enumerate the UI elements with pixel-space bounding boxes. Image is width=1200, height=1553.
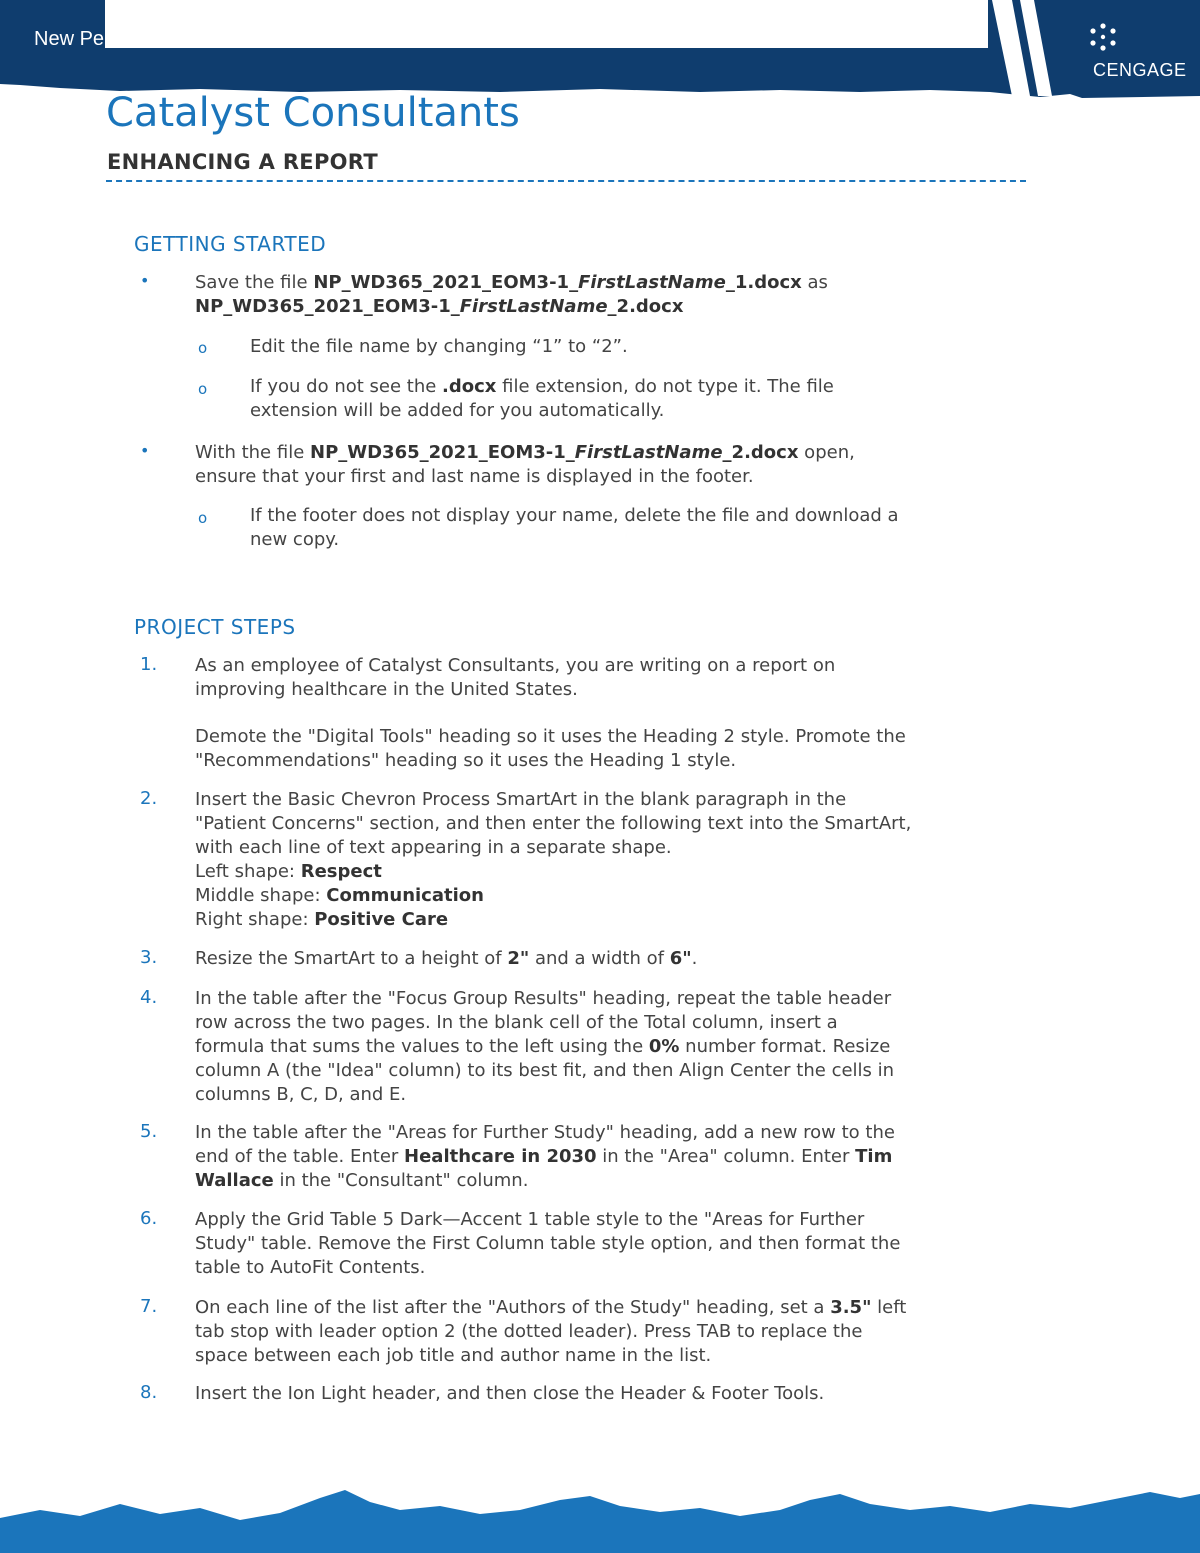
text-run: Demote the "Digital Tools" heading so it uses the Heading 2 style. Promote the [195, 726, 906, 747]
bold-run: Respect [300, 861, 382, 882]
text-run: As an employee of Catalyst Consultants, you are writing on a report on [195, 655, 836, 676]
step-number: 8. [140, 1382, 158, 1403]
text-run: "Patient Concerns" section, and then enter the following text into the SmartArt, [195, 813, 912, 834]
step-2-text [195, 788, 911, 932]
text-run: Resize the SmartArt to a height of [195, 948, 508, 969]
document-subtitle: ENHANCING A REPORT [107, 150, 378, 174]
text-run: table to AutoFit Contents. [195, 1257, 426, 1278]
text-run: If the footer does not display your name, delete the file and download a [250, 505, 899, 526]
bold-run: Tim [855, 1146, 893, 1167]
footer-wave-decoration [0, 1480, 1200, 1553]
text-run: and a width of [529, 948, 670, 969]
step-5-text [195, 1121, 895, 1193]
bold-run: 3.5" [830, 1297, 872, 1318]
text-run: extension will be added for you automatically. [250, 400, 665, 421]
bold-run: 6" [669, 948, 692, 969]
text-run: with each line of text appearing in a separate shape. [195, 837, 672, 858]
step-number: 1. [140, 654, 158, 675]
cengage-wordmark: CENGAGE [1093, 60, 1187, 80]
step-7-text [195, 1296, 906, 1368]
cengage-star-icon [1088, 22, 1118, 52]
bullet-marker: • [140, 271, 150, 290]
text-run: column A (the "Idea" column) to its best fit, and then Align Center the cells in [195, 1060, 895, 1081]
text-run: tab stop with leader option 2 (the dotted leader). Press TAB to replace the [195, 1321, 863, 1342]
step-number: 3. [140, 947, 158, 968]
step-number: 2. [140, 788, 158, 809]
step-1-heading-instruction [195, 725, 906, 773]
cengage-logo [1088, 22, 1188, 82]
text-run: In the table after the "Areas for Further Study" heading, add a new row to the [195, 1122, 895, 1143]
docx-extension-note [250, 375, 834, 423]
text-run: space between each job title and author name in the list. [195, 1345, 712, 1366]
text-run: Study" table. Remove the First Column table style option, and then format the [195, 1233, 901, 1254]
text-run: columns B, C, D, and E. [195, 1084, 407, 1105]
filename-part: _2.docx [722, 442, 799, 463]
filename-placeholder: FirstLastName [459, 296, 608, 317]
header-background [0, 0, 1200, 100]
text-run: On each line of the list after the "Authors of the Study" heading, set a [195, 1297, 831, 1318]
text-run: Insert the Basic Chevron Process SmartArt in the blank paragraph in the [195, 789, 847, 810]
header-series-text: New Pe [34, 28, 104, 50]
step-number: 4. [140, 987, 158, 1008]
text-run: ensure that your first and last name is displayed in the footer. [195, 466, 754, 487]
step-1-text [195, 654, 835, 702]
text-run: Left shape: [195, 861, 301, 882]
filename-part: NP_WD365_2021_EOM3-1_ [310, 442, 575, 463]
title-divider [106, 180, 1026, 182]
bold-run: Wallace [195, 1170, 274, 1191]
step-number: 7. [140, 1296, 158, 1317]
filename-placeholder: FirstLastName [578, 272, 726, 293]
text-run: formula that sums the values to the left using the [195, 1036, 649, 1057]
step-8-text: Insert the Ion Light header, and then close the Header & Footer Tools. [195, 1383, 825, 1404]
getting-started-heading: GETTING STARTED [134, 232, 327, 256]
text-run: If you do not see the [250, 376, 443, 397]
edit-filename-note: Edit the file name by changing “1” to “2”. [250, 336, 628, 357]
step-number: 5. [140, 1121, 158, 1142]
sub-bullet-marker: o [198, 509, 208, 527]
text-run: number format. Resize [679, 1036, 891, 1057]
text-run: With the file [195, 442, 310, 463]
text-run: in the "Consultant" column. [273, 1170, 529, 1191]
bold-run: 0% [648, 1036, 680, 1057]
bold-run: Healthcare in 2030 [404, 1146, 597, 1167]
step-4-text [195, 987, 894, 1107]
text-run: as [801, 272, 828, 293]
text-run: "Recommendations" heading so it uses the Heading 1 style. [195, 750, 737, 771]
step-3-text [195, 947, 697, 971]
step-number: 6. [140, 1208, 158, 1229]
filename-part: NP_WD365_2021_EOM3-1_ [195, 296, 460, 317]
bold-run: .docx [442, 376, 497, 397]
text-run: in the "Area" column. Enter [596, 1146, 856, 1167]
filename-part: _2.docx [607, 296, 684, 317]
filename-placeholder: FirstLastName [574, 442, 723, 463]
step-6-text [195, 1208, 900, 1280]
text-run: Middle shape: [195, 885, 327, 906]
bullet-marker: • [140, 441, 150, 460]
bold-run: Communication [326, 885, 484, 906]
text-run: file extension, do not type it. The file [496, 376, 834, 397]
text-run: row across the two pages. In the blank cell of the Total column, insert a [195, 1012, 838, 1033]
save-file-instruction [195, 271, 828, 319]
text-run: end of the table. Enter [195, 1146, 405, 1167]
text-run: Save the file [195, 272, 314, 293]
text-run: . [691, 948, 698, 969]
text-run: improving healthcare in the United States. [195, 679, 578, 700]
footer-missing-note [250, 504, 899, 552]
filename-part: NP_WD365_2021_EOM3-1_ [313, 272, 579, 293]
sub-bullet-marker: o [198, 380, 208, 398]
bold-run: Positive Care [314, 909, 449, 930]
page-header-banner [0, 0, 1200, 100]
document-title: Catalyst Consultants [106, 90, 520, 136]
text-run: left [871, 1297, 907, 1318]
project-steps-heading: PROJECT STEPS [134, 615, 296, 639]
text-run: Apply the Grid Table 5 Dark—Accent 1 table style to the "Areas for Further [195, 1209, 865, 1230]
text-run: Right shape: [195, 909, 315, 930]
text-run: open, [798, 442, 855, 463]
footer-check-instruction [195, 441, 855, 489]
text-run: In the table after the "Focus Group Results" heading, repeat the table header [195, 988, 892, 1009]
filename-part: _1.docx [725, 272, 802, 293]
bold-run: 2" [507, 948, 530, 969]
text-run: new copy. [250, 529, 340, 550]
sub-bullet-marker: o [198, 339, 208, 357]
